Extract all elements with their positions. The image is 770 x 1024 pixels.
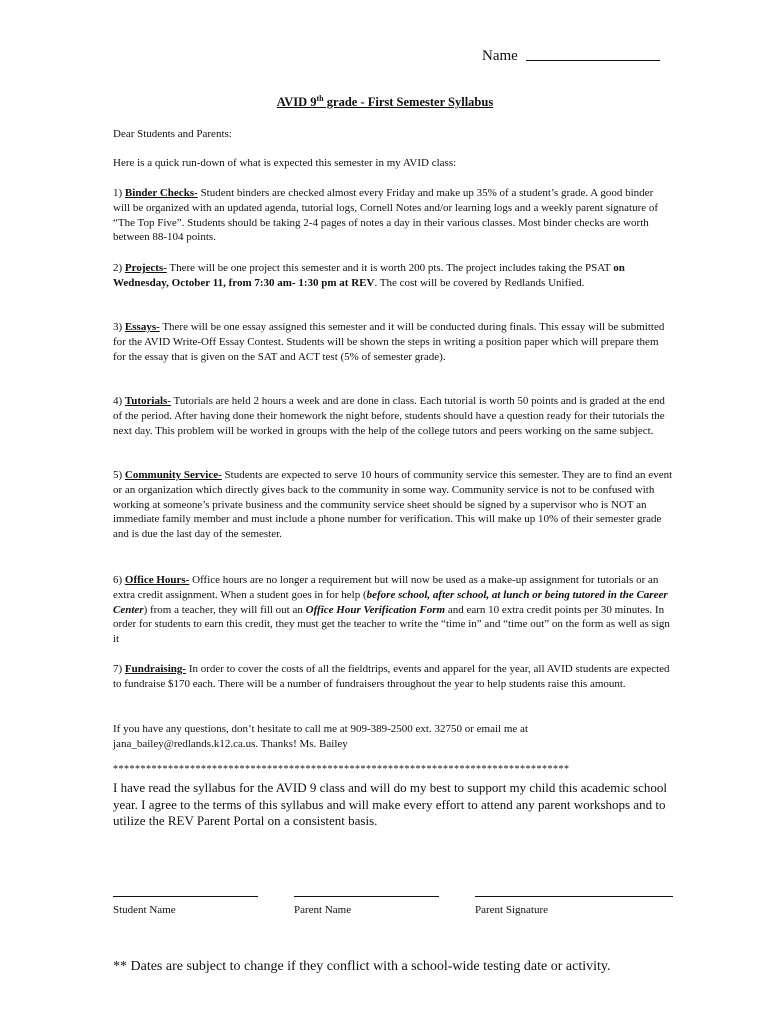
student-name-signature-field	[113, 896, 258, 916]
greeting: Dear Students and Parents:	[113, 128, 232, 140]
item-text: There will be one essay assigned this semester and it will be conducted during finals. This essay will be submitted for the AVID Write-Off Essay Contest. Students will be shown the steps in writing a position paper which will prepare them for the essay that is given on the SAT and ACT test (5% of semester grade).	[113, 321, 665, 363]
item-text: Tutorials are held 2 hours a week and are done in class. Each tutorial is worth 50 points and is graded at the end of the period. After having done their homework the night before, students should have a question ready for their tutorials the next day. This problem will be worked in groups with the help of the college tutors and peers working on the same subject.	[113, 395, 665, 437]
contact-info: If you have any questions, don’t hesitate to call me at 909-389-2500 ext. 32750 or email me at jana_bailey@redlands.k12.ca.us. Thanks! Ms. Bailey	[113, 723, 528, 750]
parent-name-label: Parent Name	[294, 904, 352, 916]
item-text: . The cost will be covered by Redlands Unified.	[374, 276, 585, 289]
item-label: Essays-	[124, 321, 160, 333]
acknowledgement-statement: I have read the syllabus for the AVID 9 class and will do my best to support my child this academic school year. I agree to the terms of this syllabus and will make every effort to attend any parent workshops and to utilize the REV Parent Portal on a consistent basis.	[113, 780, 667, 828]
title-suffix: grade - First Semester Syllabus	[323, 95, 494, 110]
item-community-service	[113, 468, 673, 542]
item-text: Students are expected to serve 10 hours of community service this semester. They are to find an event or an organization which directly gives back to the community in some way. Community service is not to be confused with working at someone’s private business and the community service sheet should be signed by a supervisor who is NOT an immediate family member and must include a phone number for verification. This will make up 10% of their semester grade and is due the last day of the semester.	[113, 469, 673, 541]
item-number: 1)	[113, 187, 123, 199]
item-office-hours	[113, 573, 673, 647]
name-blank-line	[526, 46, 660, 61]
item-label: Office Hours-	[124, 574, 190, 586]
item-text: Office hours are no longer a requirement but will now be used as a make-up assignment for tutorials or an extra credit assignment. When a student goes in for help (	[113, 574, 659, 601]
item-label: Tutorials-	[124, 395, 171, 407]
item-text: Student binders are checked almost every Friday and make up 35% of a student’s grade. A good binder will be organized with an updated agenda, tutorial logs, Cornell Notes and/or learning logs and a weekly parent signature of “The Top Five”. Students should be taking 2-4 pages of notes a day in their various classes. Most binder checks are worth between 88-104 points.	[113, 187, 659, 244]
title-superscript: th	[316, 94, 324, 103]
parent-name-signature-field	[294, 896, 439, 916]
parent-signature-label: Parent Signature	[475, 904, 549, 916]
signature-line	[294, 896, 439, 897]
item-label: Fundraising-	[124, 663, 187, 675]
psat-date: on Wednesday, October 11, from 7:30 am- 1:30 pm at REV	[113, 262, 625, 289]
item-projects	[113, 261, 673, 291]
student-name-label: Student Name	[113, 904, 176, 916]
item-text: and earn 10 extra credit points per 30 minutes. In order for students to earn this credit, they must get the teacher to write the “time in” and “time out” on the form as well as sign it	[113, 603, 670, 646]
item-number: 3)	[113, 321, 123, 333]
parent-signature-field	[475, 896, 673, 916]
signature-line	[113, 896, 258, 897]
item-label: Projects-	[124, 262, 167, 274]
dates-disclaimer: ** Dates are subject to change if they conflict with a school-wide testing date or activity.	[113, 959, 611, 974]
item-text: ) from a teacher, they will fill out an	[143, 603, 306, 616]
item-text: There will be one project this semester and it is worth 200 pts. The project includes taking the PSAT	[166, 262, 614, 274]
separator: ***********************************************************************************	[113, 764, 570, 775]
item-number: 6)	[113, 574, 123, 586]
verification-form-name: Office Hour Verification Form	[305, 603, 446, 616]
item-label: Binder Checks-	[124, 187, 198, 199]
item-essays	[113, 320, 673, 364]
page-title	[0, 94, 770, 110]
title-prefix: AVID 9	[276, 95, 317, 110]
item-label: Community Service-	[124, 469, 222, 481]
item-text: In order to cover the costs of all the fieldtrips, events and apparel for the year, all AVID students are expected to fundraise $170 each. There will be a number of fundraisers throughout the year to help students raise this amount.	[113, 663, 670, 690]
item-number: 2)	[113, 262, 123, 274]
item-number: 7)	[113, 663, 123, 675]
item-binder-checks	[113, 186, 673, 245]
signature-line	[475, 896, 673, 897]
item-fundraising	[113, 662, 673, 692]
name-field	[482, 46, 660, 65]
item-number: 4)	[113, 395, 123, 407]
intro-text: Here is a quick run-down of what is expected this semester in my AVID class:	[113, 157, 457, 169]
name-label: Name	[482, 48, 518, 64]
item-number: 5)	[113, 469, 123, 481]
help-times: before school, after school, at lunch or being tutored in the Career Center	[113, 588, 668, 616]
item-tutorials	[113, 394, 673, 438]
